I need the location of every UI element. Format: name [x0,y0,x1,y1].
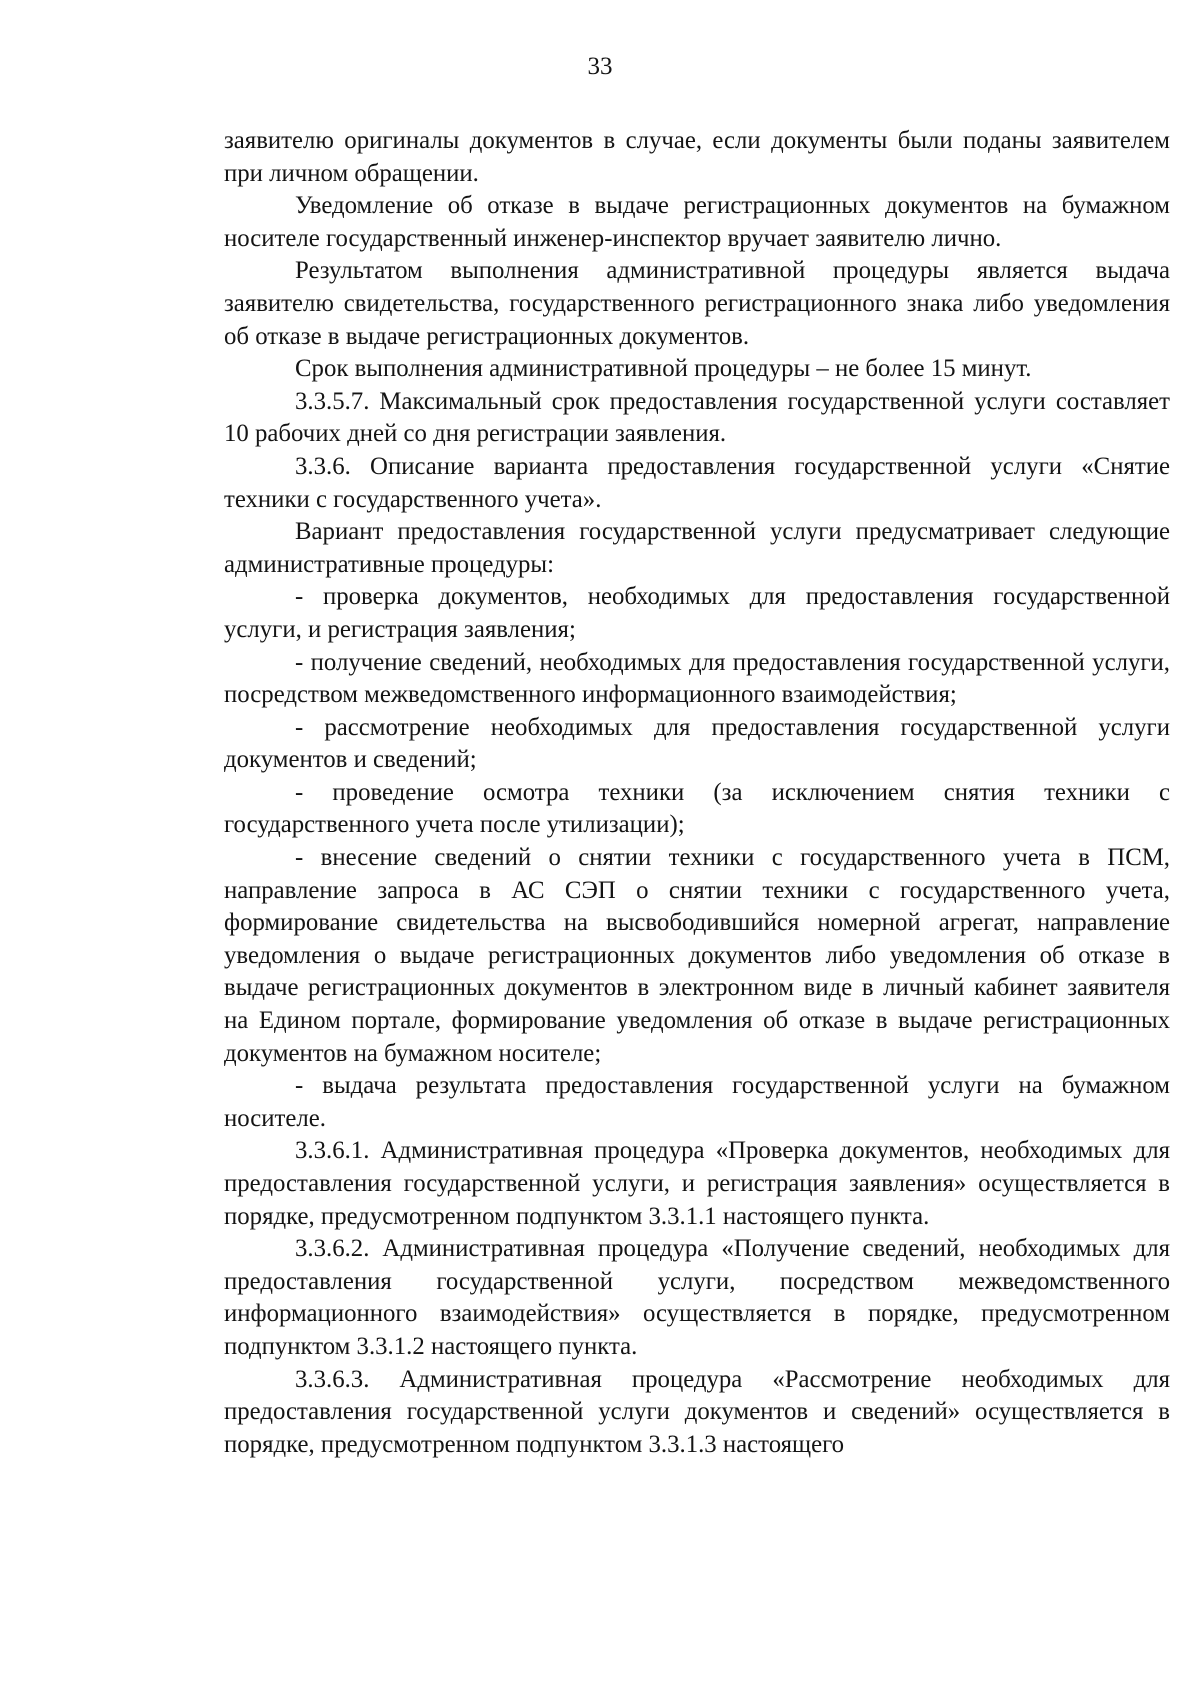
paragraph-procedure-duration: Срок выполнения административной процедуры – не более 15 минут. [295,355,1032,383]
paragraph-continuation: заявителю оригиналы документов в случае, если документы были поданы заявителем при личном обращении. [224,127,1170,187]
list-item-review: - рассмотрение необходимых для предоставления государственной услуги документов и сведений; [224,713,1170,774]
paragraph-clause-3-3-6: 3.3.6. Описание варианта предоставления государственной услуги «Снятие техники с государственного учета». [224,452,1170,513]
paragraph-refusal-notice: Уведомление об отказе в выдаче регистрационных документов на бумажном носителе государственный инженер-инспектор вручает заявителю лично. [224,192,1170,252]
list-item-deregistration-entry: - внесение сведений о снятии техники с государственного учета в ПСМ, направление запроса в АС СЭП о снятии техники с государственного учета, формирование свидетельства на высвободившийся номерной агрегат, направление уведомления о выдаче регистрационных документов либо уведомления об отказе в выдаче регистрационных документов в электронном виде в личный кабинет заявителя на Едином портале, формирование уведомления об отказе в выдаче регистрационных документов на бумажном носителе; [224,844,1170,1067]
list-item-inspection: - проведение осмотра техники (за исключением снятия техники с государственного учета после утилизации); [224,778,1170,839]
list-item-document-check: - проверка документов, необходимых для предоставления государственной услуги, и регистрация заявления; [224,583,1170,643]
document-body [224,125,1170,1461]
paragraph-clause-3-3-6-2: 3.3.6.2. Административная процедура «Получение сведений, необходимых для предоставления государственной услуги, посредством межведомственного информационного взаимодействия» осуществляется в порядке, предусмотренном подпунктом 3.3.1.2 настоящего пункта. [224,1235,1170,1360]
page-number: 33 [587,53,613,80]
paragraph-procedures-intro: Вариант предоставления государственной услуги предусматривает следующие административные процедуры: [224,518,1170,578]
list-item-information-request: - получение сведений, необходимых для предоставления государственной услуги, посредством межведомственного информационного взаимодействия; [224,648,1170,709]
paragraph-clause-3-3-6-3: 3.3.6.3. Административная процедура «Рассмотрение необходимых для предоставления государственной услуги документов и сведений» осуществляется в порядке, предусмотренном подпунктом 3.3.1.3 настоящего [224,1365,1170,1458]
paragraph-procedure-result: Результатом выполнения административной процедуры является выдача заявителю свидетельства, государственного регистрационного знака либо уведомления об отказе в выдаче регистрационных документов. [224,257,1170,350]
paragraph-clause-3-3-5-7: 3.3.5.7. Максимальный срок предоставления государственной услуги составляет 10 рабочих дней со дня регистрации заявления. [224,387,1170,448]
paragraph-clause-3-3-6-1: 3.3.6.1. Административная процедура «Проверка документов, необходимых для предоставления государственной услуги, и регистрация заявления» осуществляется в порядке, предусмотренном подпунктом 3.3.1.1 настоящего пункта. [224,1137,1170,1230]
list-item-paper-result: - выдача результата предоставления государственной услуги на бумажном носителе. [224,1072,1170,1132]
